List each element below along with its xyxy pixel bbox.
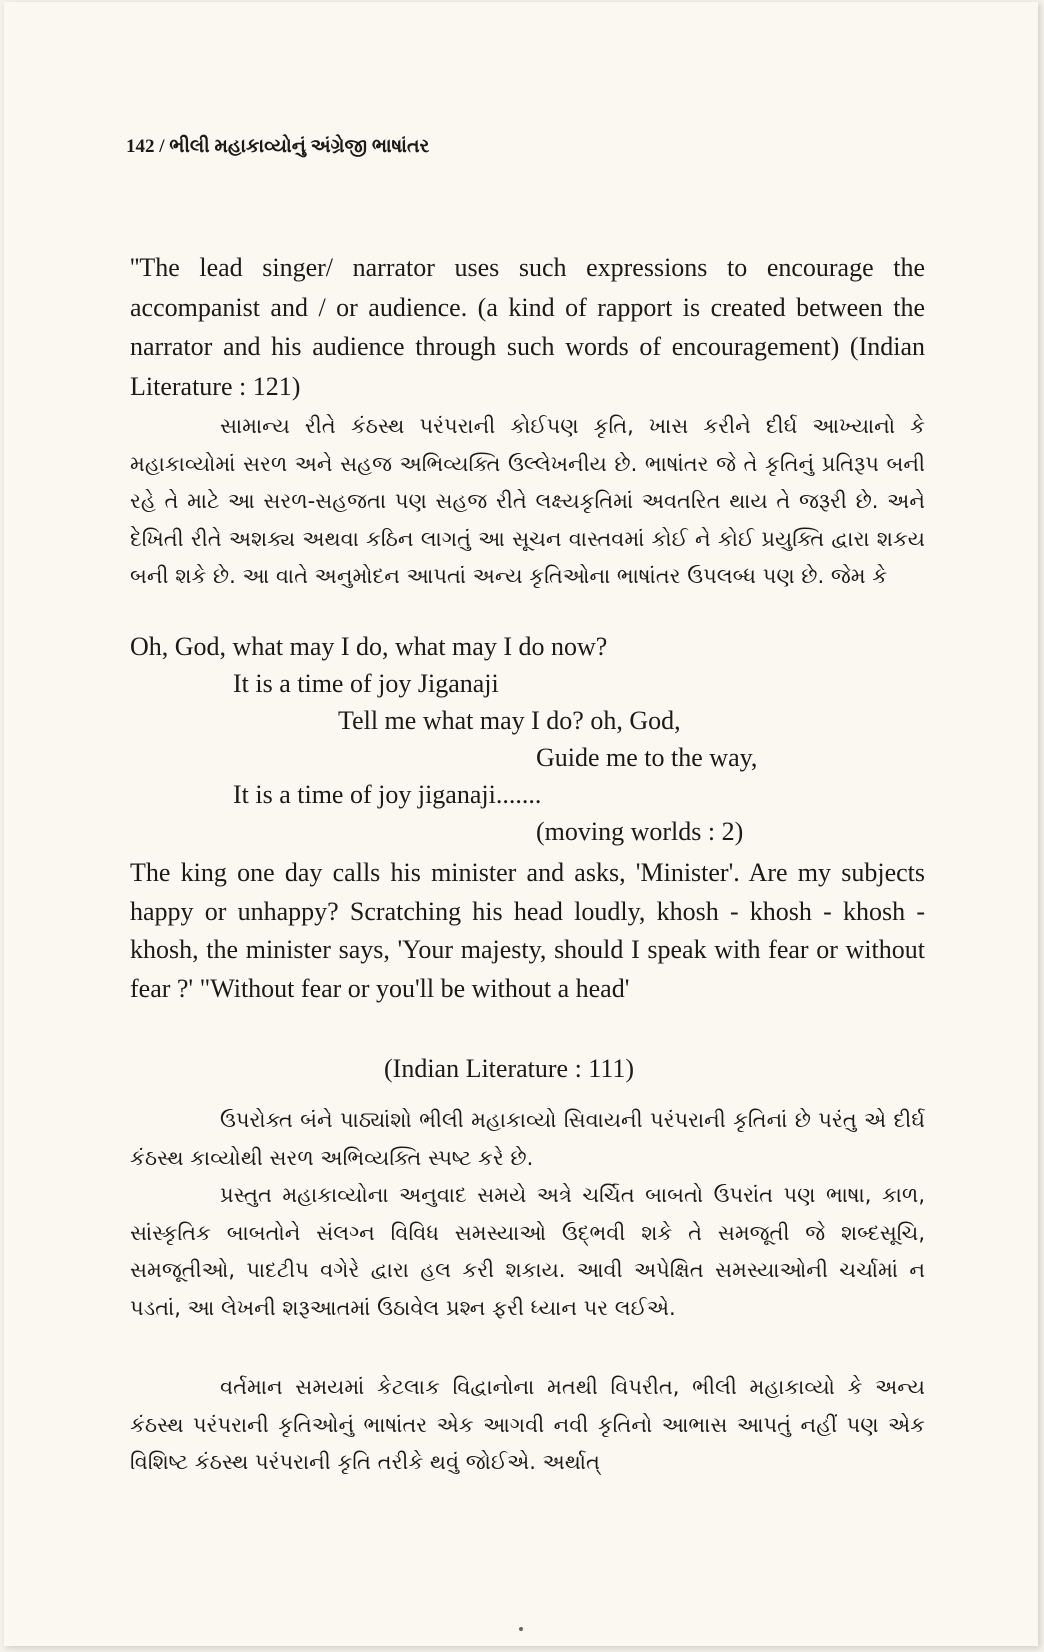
poem-citation: (moving worlds : 2): [536, 817, 744, 846]
book-title: ભીલી મહાકાવ્યોનું અંગ્રેજી ભાષાંતર: [169, 136, 430, 157]
poem-line-1: Oh, God, what may I do, what may I do now?: [130, 632, 608, 661]
paragraph-translation-problems: પ્રસ્તુત મહાકાવ્યોના અનુવાદ સમયે અત્રે ચર્ચિત બાબતો ઉપરાંત પણ ભાષા, કાળ, સાંસ્કૃતિક બાબતોને સંલગ્ન વિવિધ સમસ્યાઓ ઉદ્ભવી શકે તે સમજૂતી જે શબ્દસૂચિ, સમજૂતીઓ, પાદટીપ વગેરે દ્વારા હલ કરી શકાય. આવી અપેક્ષિત સમસ્યાઓની ચર્ચામાં ન પડતાં, આ લેખની શરૂઆતમાં ઉઠાવેલ પ્રશ્ન ફરી ધ્યાન પર લઈએ.: [130, 1183, 925, 1320]
paragraph-above-excerpts: ઉપરોક્ત બંને પાઠ્યાંશો ભીલી મહાકાવ્યો સિવાયની પરંપરાની કૃતિનાં છે પરંતુ એ દીર્ઘ કંઠસ્થ કાવ્યોથી સરળ અભિવ્યક્તિ સ્પષ્ટ કરે છે.: [130, 1108, 925, 1170]
paragraph-simple-expression: સામાન્ય રીતે કંઠસ્થ પરંપરાની કોઈપણ કૃતિ, ખાસ કરીને દીર્ઘ આખ્યાનો કે મહાકાવ્યોમાં સરળ અને સહજ અભિવ્યક્તિ ઉલ્લેખનીય છે. ભાષાંતર જે તે કૃતિનું પ્રતિરૂપ બની રહે તે માટે આ સરળ-સહજતા પણ સહજ રીતે લક્ષ્યકૃતિમાં અવતરિત થાય તે જરૂરી છે. અને દેખિતી રીતે અશક્ય અથવા કઠિન લાગતું આ સૂચન વાસ્તવમાં કોઈ ને કોઈ પ્રયુક્તિ દ્વારા શકય બની શકે છે. આ વાતે અનુમોદન આપતાં અન્ય કૃતિઓના ભાષાંતર ઉપલબ્ધ પણ છે. જેમ કે: [130, 414, 925, 588]
quote2-citation: (Indian Literature : 111): [384, 1054, 635, 1083]
page-number: 142: [126, 136, 155, 157]
poem-line-4: Guide me to the way,: [536, 743, 758, 772]
poem-line-3: Tell me what may I do? oh, God,: [338, 706, 681, 735]
poem-line-2: It is a time of joy Jiganaji: [233, 669, 499, 698]
poem-line-5: It is a time of joy jiganaji.......: [233, 780, 542, 809]
page-mark: [519, 1627, 523, 1631]
book-page: [4, 2, 1038, 1646]
quote-king-minister: The king one day calls his minister and asks, 'Minister'. Are my subjects happy or unhappy? Scratching his head loudly, khosh - khosh - khosh - khosh, the minister says, 'Your majesty, should I speak with fear or without fear ?' "Without fear or you'll be without a head': [130, 858, 925, 1003]
quote-lead-singer: ''The lead singer/ narrator uses such expressions to encourage the accompanist and / or audience. (a kind of rapport is created between the narrator and his audience through such words of encouragement) (Indian Literature : 121): [130, 253, 925, 401]
running-header: [126, 136, 429, 158]
header-separator: /: [159, 136, 165, 157]
paragraph-current-scholars: વર્તમાન સમયમાં કેટલાક વિદ્વાનોના મતથી વિપરીત, ભીલી મહાકાવ્યો કે અન્ય કંઠસ્થ પરંપરાની કૃતિઓનું ભાષાંતર એક આગવી નવી કૃતિનો આભાસ આપતું નહીં પણ એક વિશિષ્ટ કંઠસ્થ પરંપરાની કૃતિ તરીકે થવું જોઈએ. અર્થાત્: [130, 1375, 925, 1474]
